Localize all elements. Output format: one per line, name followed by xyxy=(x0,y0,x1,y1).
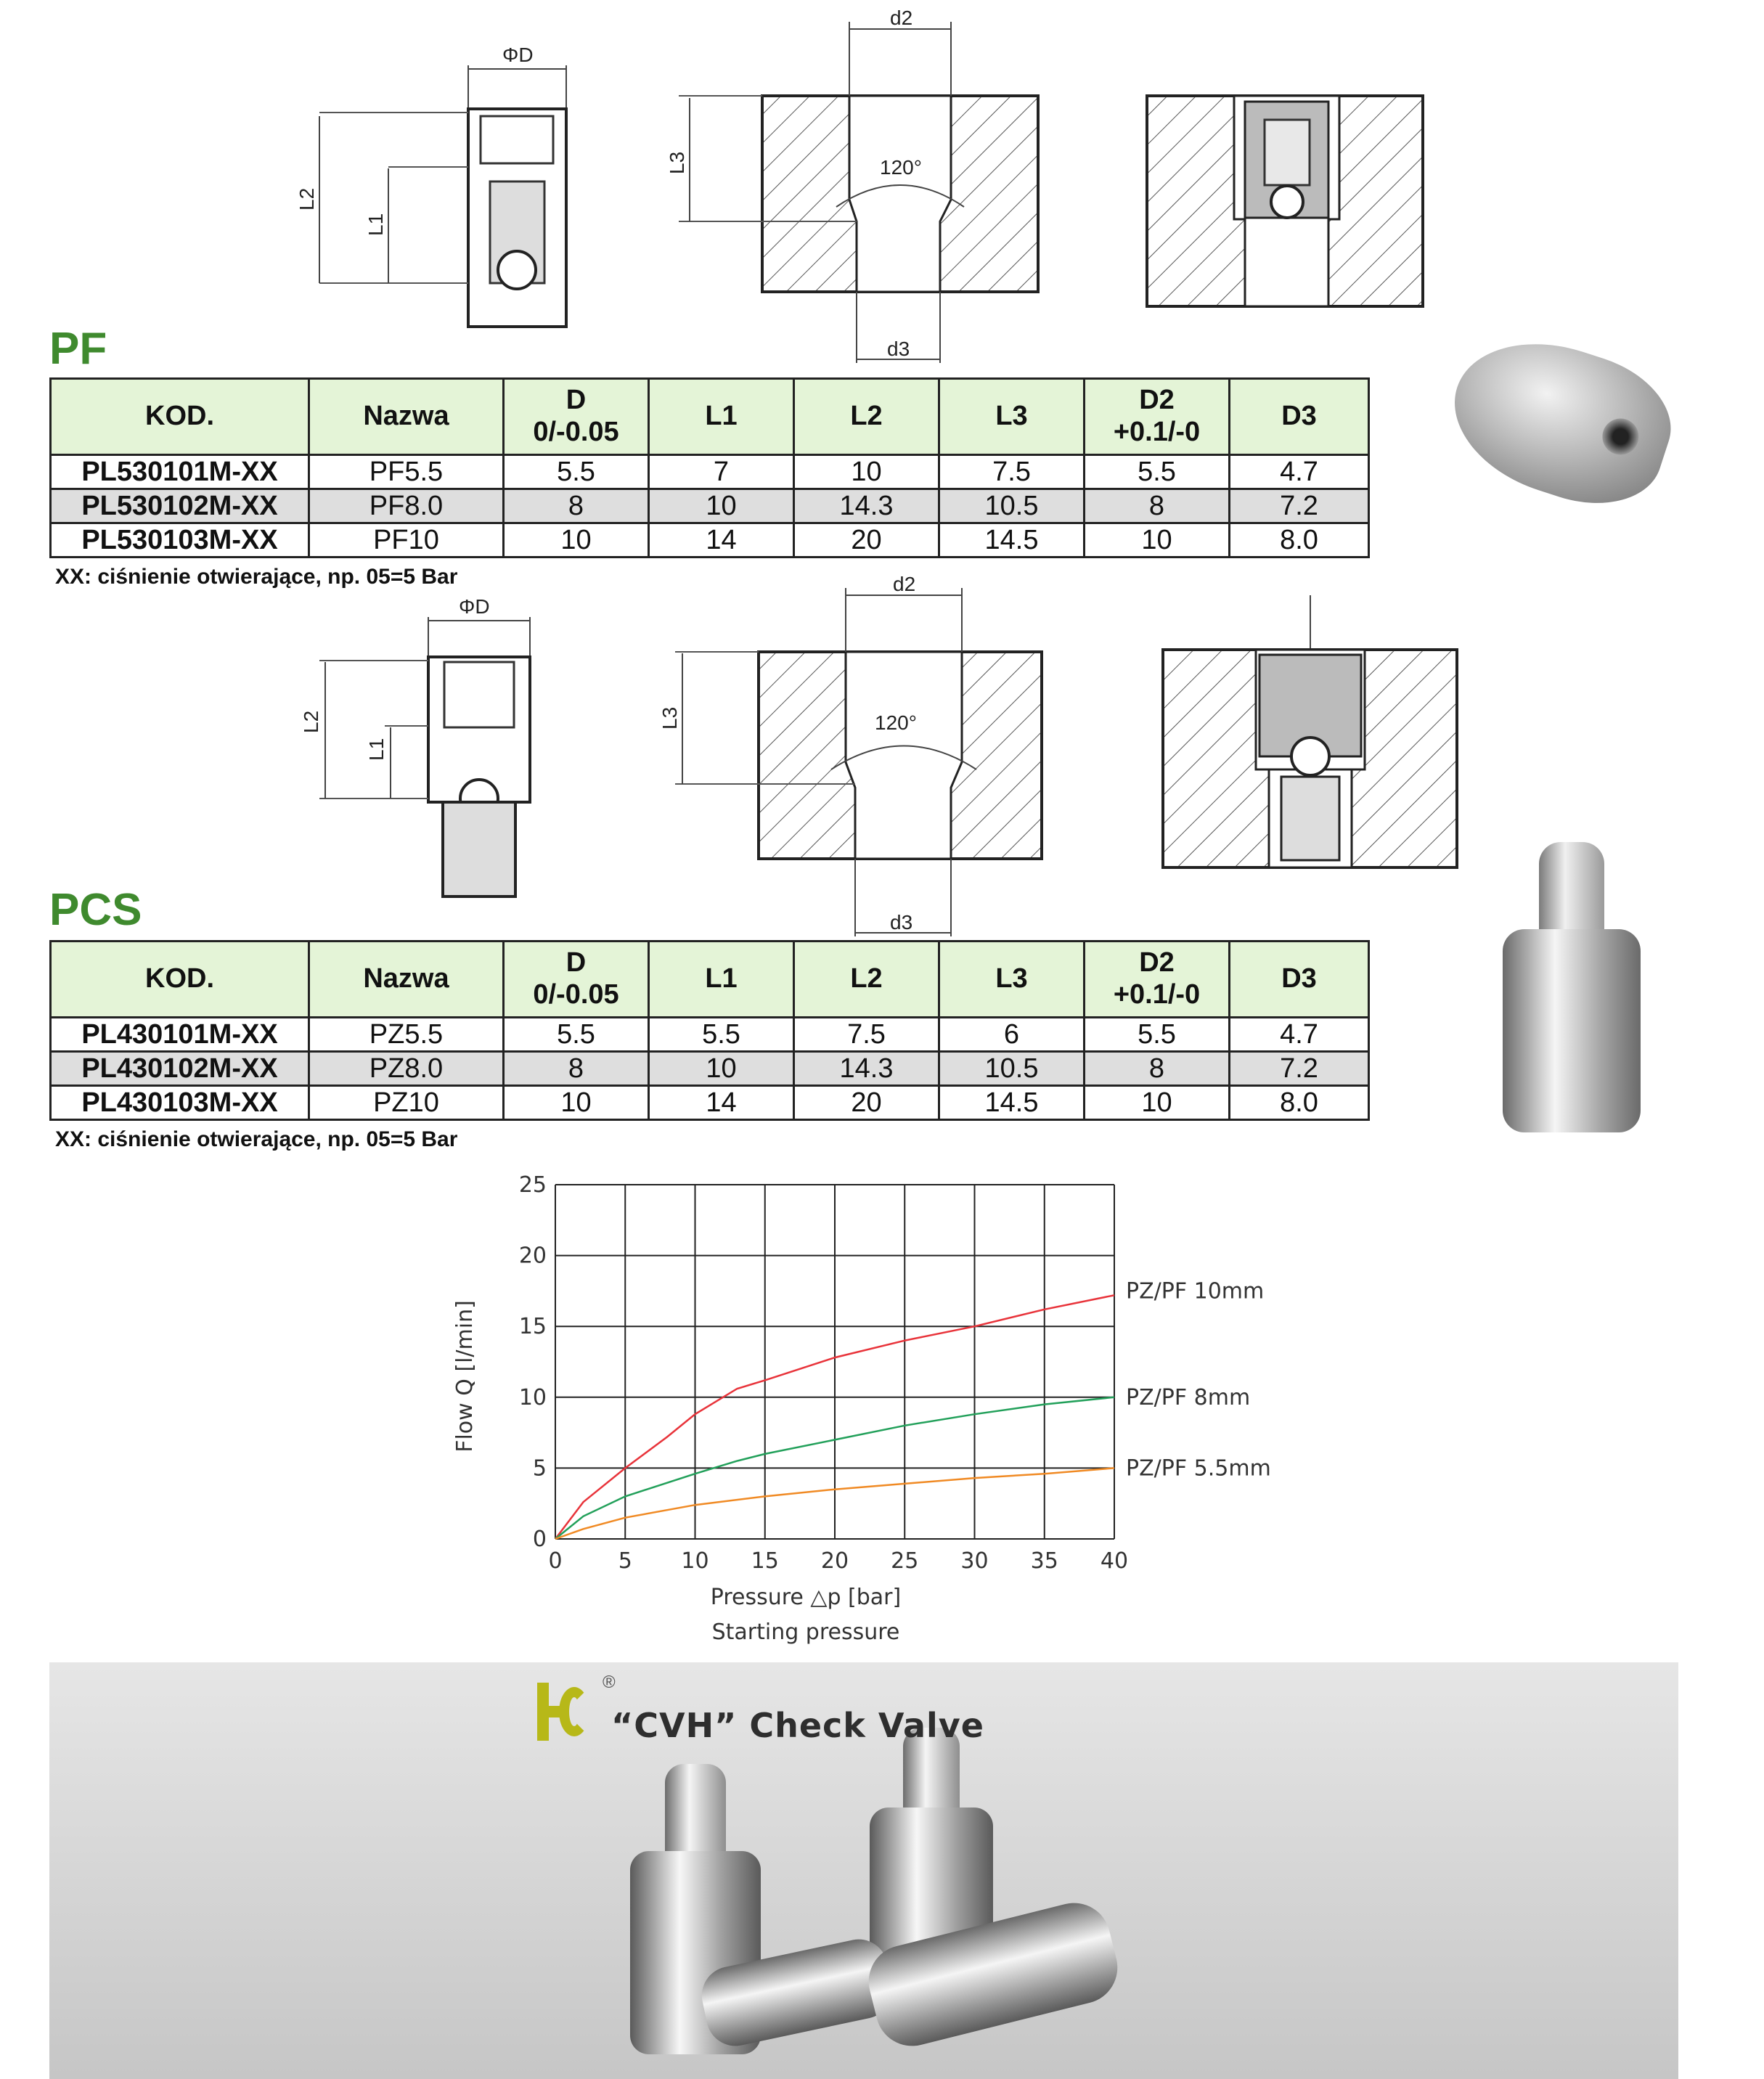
col-d3: D3 xyxy=(1230,379,1369,455)
col-nazwa: Nazwa xyxy=(309,942,504,1018)
cell: PZ5.5 xyxy=(309,1018,504,1052)
d3-label: d3 xyxy=(890,911,913,934)
d2-label: d2 xyxy=(890,7,913,29)
d2-label: d2 xyxy=(893,573,916,595)
cell: 10 xyxy=(504,1086,649,1120)
x-tick-label: 30 xyxy=(960,1548,989,1574)
cell: 4.7 xyxy=(1230,1018,1369,1052)
phi-d-label: ΦD xyxy=(459,595,490,618)
cell: PL430103M-XX xyxy=(51,1086,309,1120)
y-tick-label: 20 xyxy=(518,1243,547,1269)
cell: 8 xyxy=(504,1052,649,1086)
table-row xyxy=(51,1018,1369,1052)
pf-header-row xyxy=(51,379,1369,455)
pf-installed-drawing xyxy=(1140,94,1430,312)
pcs-valve-drawing xyxy=(290,595,617,915)
x-tick-label: 25 xyxy=(891,1548,919,1574)
cell: PF5.5 xyxy=(309,455,504,489)
x-axis-label: Pressure △p [bar] xyxy=(710,1585,902,1610)
cell: 14 xyxy=(649,1086,794,1120)
cell: 7 xyxy=(649,455,794,489)
cell: PL530103M-XX xyxy=(51,523,309,557)
cell: 7.2 xyxy=(1230,489,1369,523)
pf-product-photo xyxy=(1434,319,1686,524)
d3-label: d3 xyxy=(887,338,910,360)
x-tick-label: 20 xyxy=(820,1548,849,1574)
y-tick-label: 5 xyxy=(532,1455,547,1482)
phi-d-label: ΦD xyxy=(502,44,534,66)
table-row xyxy=(51,1086,1369,1120)
pf-valve-drawing xyxy=(290,44,617,305)
x-tick-label: 40 xyxy=(1100,1548,1129,1574)
l2-label: L2 xyxy=(300,710,322,733)
cell: PF10 xyxy=(309,523,504,557)
pcs-product-photo xyxy=(1503,842,1641,1132)
series-label: PZ/PF 5.5mm xyxy=(1126,1455,1271,1482)
col-d2: D2 +0.1/-0 xyxy=(1085,942,1230,1018)
y-tick-label: 15 xyxy=(518,1314,547,1340)
cell: 5.5 xyxy=(1085,1018,1230,1052)
col-d: D 0/-0.05 xyxy=(504,942,649,1018)
pf-spec-table xyxy=(49,377,1370,558)
flow-chart xyxy=(436,1161,1307,1655)
col-d2: D2 +0.1/-0 xyxy=(1085,379,1230,455)
cell: 10 xyxy=(1085,1086,1230,1120)
pf-product-bore xyxy=(1598,414,1643,459)
cell: PF8.0 xyxy=(309,489,504,523)
cell: 14.3 xyxy=(794,489,939,523)
x-tick-label: 5 xyxy=(618,1548,632,1574)
cell: 8 xyxy=(1085,489,1230,523)
l1-label: L1 xyxy=(364,213,387,236)
angle-label: 120° xyxy=(880,156,922,179)
x-tick-label: 10 xyxy=(681,1548,709,1574)
pf-note: XX: ciśnienie otwierające, np. 05=5 Bar xyxy=(55,565,458,589)
col-l1: L1 xyxy=(649,379,794,455)
y-tick-label: 10 xyxy=(518,1384,547,1410)
table-row xyxy=(51,489,1369,523)
cell: 4.7 xyxy=(1230,455,1369,489)
col-kod: KOD. xyxy=(51,942,309,1018)
registered-mark: ® xyxy=(603,1672,616,1692)
l1-label: L1 xyxy=(365,738,388,761)
cell: 14 xyxy=(649,523,794,557)
y-axis-label: Flow Q [l/min] xyxy=(452,1300,478,1453)
series-label: PZ/PF 8mm xyxy=(1126,1384,1251,1410)
col-l3: L3 xyxy=(939,379,1085,455)
pf-bore-drawing xyxy=(666,0,1053,370)
cell: 10 xyxy=(649,489,794,523)
x-tick-label: 15 xyxy=(751,1548,779,1574)
cell: 8 xyxy=(1085,1052,1230,1086)
cell: 8 xyxy=(504,489,649,523)
cell: 14.3 xyxy=(794,1052,939,1086)
cell: 5.5 xyxy=(649,1018,794,1052)
pcs-note: XX: ciśnienie otwierające, np. 05=5 Bar xyxy=(55,1127,458,1151)
brand-logo-icon xyxy=(537,1683,588,1741)
l3-label: L3 xyxy=(666,151,688,174)
cell: PL530102M-XX xyxy=(51,489,309,523)
cell: 10.5 xyxy=(939,489,1085,523)
col-kod: KOD. xyxy=(51,379,309,455)
cell: PZ10 xyxy=(309,1086,504,1120)
x-tick-label: 35 xyxy=(1030,1548,1058,1574)
pf-section-title: PF xyxy=(49,324,107,374)
pcs-header-row xyxy=(51,942,1369,1018)
cell: 10.5 xyxy=(939,1052,1085,1086)
pcs-installed-drawing xyxy=(1161,595,1459,878)
x-tick-label: 0 xyxy=(548,1548,563,1574)
cell: PL430101M-XX xyxy=(51,1018,309,1052)
cell: PL530101M-XX xyxy=(51,455,309,489)
cell: 20 xyxy=(794,1086,939,1120)
y-tick-label: 25 xyxy=(518,1172,547,1198)
col-l3: L3 xyxy=(939,942,1085,1018)
cell: PL430102M-XX xyxy=(51,1052,309,1086)
angle-label: 120° xyxy=(875,711,917,734)
cell: 7.5 xyxy=(939,455,1085,489)
series-label: PZ/PF 10mm xyxy=(1126,1278,1265,1304)
cell: 5.5 xyxy=(1085,455,1230,489)
cell: PZ8.0 xyxy=(309,1052,504,1086)
cell: 8.0 xyxy=(1230,1086,1369,1120)
cell: 10 xyxy=(649,1052,794,1086)
col-l2: L2 xyxy=(794,379,939,455)
table-row xyxy=(51,1052,1369,1086)
x-axis-sublabel: Starting pressure xyxy=(711,1620,900,1645)
pcs-product-stem xyxy=(1539,842,1604,936)
pcs-product-body xyxy=(1503,929,1641,1132)
table-row xyxy=(51,455,1369,489)
l3-label: L3 xyxy=(658,706,681,730)
cell: 14.5 xyxy=(939,523,1085,557)
cell: 8.0 xyxy=(1230,523,1369,557)
col-l1: L1 xyxy=(649,942,794,1018)
cell: 7.2 xyxy=(1230,1052,1369,1086)
col-l2: L2 xyxy=(794,942,939,1018)
cell: 10 xyxy=(1085,523,1230,557)
pcs-bore-drawing xyxy=(658,566,1067,944)
cell: 5.5 xyxy=(504,455,649,489)
cell: 20 xyxy=(794,523,939,557)
cell: 5.5 xyxy=(504,1018,649,1052)
col-d3: D3 xyxy=(1230,942,1369,1018)
cell: 7.5 xyxy=(794,1018,939,1052)
col-d: D 0/-0.05 xyxy=(504,379,649,455)
cell: 6 xyxy=(939,1018,1085,1052)
cell: 14.5 xyxy=(939,1086,1085,1120)
y-tick-label: 0 xyxy=(532,1527,547,1552)
pcs-spec-table xyxy=(49,940,1370,1121)
col-nazwa: Nazwa xyxy=(309,379,504,455)
cell: 10 xyxy=(504,523,649,557)
pcs-section-title: PCS xyxy=(49,885,142,935)
cell: 10 xyxy=(794,455,939,489)
l2-label: L2 xyxy=(295,187,318,211)
banner-title: “CVH” Check Valve xyxy=(611,1706,984,1745)
table-row xyxy=(51,523,1369,557)
